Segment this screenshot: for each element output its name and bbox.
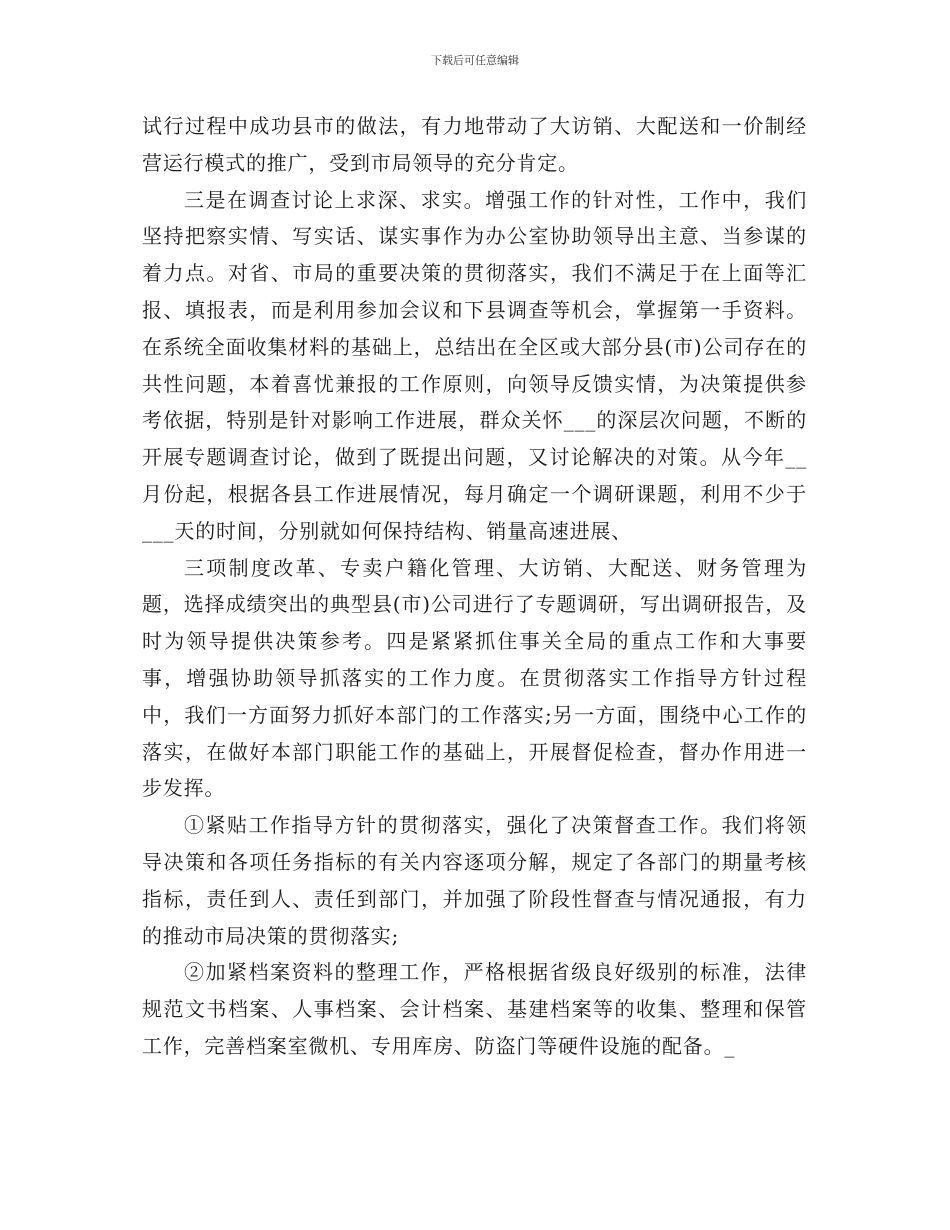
paragraph-1: 试行过程中成功县市的做法，有力地带动了大访销、大配送和一价制经营运行模式的推广，受到市局领导的充分肯定。	[142, 114, 807, 175]
paragraph-3: 三项制度改革、专卖户籍化管理、大访销、大配送、财务管理为题，选择成绩突出的典型县(市)公司进行了专题调研，写出调研报告，及时为领导提供决策参考。四是紧紧抓住事关全局的重点工作和大事要事，增强协助领导抓落实的工作力度。在贯彻落实工作指导方针过程中，我们一方面努力抓好本部门的工作落实;另一方面，围绕中心工作的落实，在做好本部门职能工作的基础上，开展督促检查，督办作用进一步发挥。	[142, 555, 807, 801]
paragraph-2: 三是在调查讨论上求深、求实。增强工作的针对性，工作中，我们坚持把察实情、写实话、谋实事作为办公室协助领导出主意、当参谋的着力点。对省、市局的重要决策的贯彻落实，我们不满足于在上面等汇报、填报表，而是利用参加会议和下县调查等机会，掌握第一手资料。在系统全面收集材料的基础上，总结出在全区或大部分县(市)公司存在的共性问题，本着喜忧兼报的工作原则，向领导反馈实情，为决策提供参考依据，特别是针对影响工作进展，群众关怀___的深层次问题，不断的开展专题调查讨论，做到了既提出问题，又讨论解决的对策。从今年__月份起，根据各县工作进展情况，每月确定一个调研课题，利用不少于___天的时间，分别就如何保持结构、销量高速进展、	[142, 187, 807, 543]
paragraph-4: ①紧贴工作指导方针的贯彻落实，强化了决策督查工作。我们将领导决策和各项任务指标的有关内容逐项分解，规定了各部门的期量考核指标，责任到人、责任到部门，并加强了阶段性督查与情况通报，有力的推动市局决策的贯彻落实;	[142, 813, 807, 948]
page-header: 下载后可任意编辑	[431, 54, 519, 67]
document-body	[142, 108, 807, 1065]
paragraph-5: ②加紧档案资料的整理工作，严格根据省级良好级别的标准，法律规范文书档案、人事档案、会计档案、基建档案等的收集、整理和保管工作，完善档案室微机、专用库房、防盗门等硬件设施的配备。_	[142, 960, 807, 1058]
